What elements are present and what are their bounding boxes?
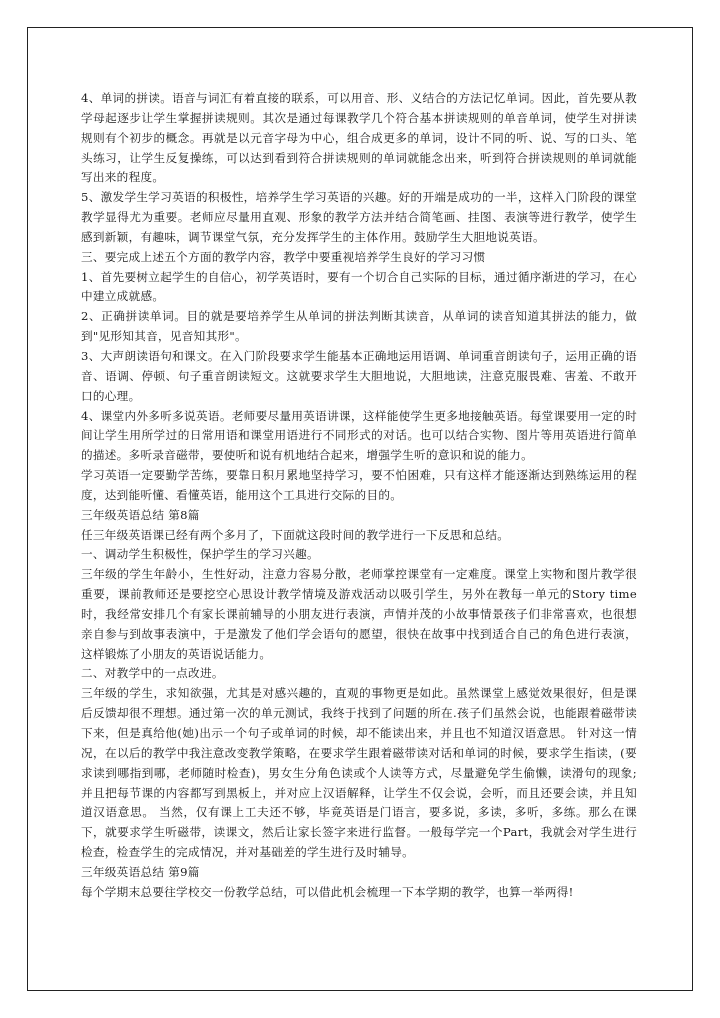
article-title: 三年级英语总结 第9篇 [81,864,200,879]
paragraph: 3、大声朗读语句和课文。在入门阶段要求学生能基本正确地运用语调、单词重音朗读句子，运用正确的语音、语调、停顿、句子重音朗读短文。这就要求学生大胆地说，大胆地读，注意克服畏难、害羞、不敢开口的心理。 [81,348,637,403]
paragraph: 4、课堂内外多听多说英语。老师要尽量用英语讲课，这样能使学生更多地接触英语。每堂课要用一定的时间让学生用所学过的日常用语和课堂用语进行不同形式的对话。也可以结合实物、图片等用英语进行简单的描述。多听录音磁带，要使听和说有机地结合起来，增强学生听的意识和说的能力。 [81,408,637,463]
section-heading: 二、对教学中的一点改进。 [81,666,224,681]
paragraph: 任三年级英语课已经有两个多月了，下面就这段时间的教学进行一下反思和总结。 [81,527,510,542]
paragraph: 4、单词的拼读。语音与词汇有着直接的联系，可以用音、形、义结合的方法记忆单词。因此，首先要从教学母起逐步让学生掌握拼读规则。其次是通过每课教学几个符合基本拼读规则的单音单词，使学生对拼读规则有个初步的概念。再就是以元音字母为中心，组合成更多的单词，设计不同的听、说、写的口头、笔头练习，让学生反复操练，可以达到看到符合拼读规则的单词就能念出来，听到符合拼读规则的单词就能写出来的程度。 [81,91,637,185]
paragraph: 5、激发学生学习英语的积极性，培养学生学习英语的兴趣。好的开端是成功的一半，这样入门阶段的课堂教学显得尤为重要。老师应尽量用直观、形象的教学方法并结合简笔画、挂图、表演等进行教学，使学生感到新颖，有趣味，调节课堂气氛，充分发挥学生的主体作用。鼓励学生大胆地说英语。 [81,190,637,244]
paragraph: 每个学期末总要往学校交一份教学总结，可以借此机会梳理一下本学期的教学，也算一举两得! [81,884,574,899]
article-title: 三年级英语总结 第8篇 [81,507,200,522]
paragraph: 三年级的学生，求知欲强，尤其是对感兴趣的，直观的事物更是如此。虽然课堂上感觉效果很好，但是课后反馈却很不理想。通过第一次的单元测试，我终于找到了问题的所在.孩子们虽然会说，也能跟着磁带读下来，但是真给他(她)出示一个句子或单词的时候，却不能读出来，并且也不知道汉语意思。 针对这一情况，在以后的教学中我注意改变教学策略，在要求学生跟着磁带读对话和单词的时候，要求学生指读，(要求读到哪指到哪，老师随时检查)，男女生分角色读或个人读等方式，尽量避免学生偷懒，读滑句的现象;并且把每节课的内容都写到黑板上，并对应上汉语解释，让学生不仅会说，会听，而且还要会读，并且知道汉语意思。 当然，仅有课上工夫还不够，毕竟英语是门语言，要多说，多读，多听，多练。那么在课下，就要求学生听磁带，读课文，然后让家长签字来进行监督。一般每学完一个Part，我就会对学生进行检查，检查学生的完成情况，并对基础差的学生进行及时辅导。 [81,686,637,860]
paragraph: 1、首先要树立起学生的自信心，初学英语时，要有一个切合自己实际的目标，通过循序渐进的学习，在心中建立成就感。 [81,269,637,304]
section-heading: 一、调动学生积极性，保护学生的学习兴趣。 [81,547,319,562]
paragraph: 学习英语一定要勤学苦练，要靠日积月累地坚持学习，要不怕困难，只有这样才能逐渐达到熟练运用的程度，达到能听懂、看懂英语，能用这个工具进行交际的目的。 [81,468,637,502]
paragraph: 三年级的学生年龄小，生性好动，注意力容易分散，老师掌控课堂有一定难度。课堂上实物和图片教学很重要，课前教师还是要挖空心思设计教学情境及游戏活动以吸引学生，另外在教每一单元的Story time时，我经常安排几个有家长课前辅导的小朋友进行表演，声情并茂的小故事情景孩子们非常喜欢，也很想亲自参与到故事表演中，于是激发了他们学会语句的愿望，很快在故事中找到适合自己的角色进行表演，这样锻炼了小朋友的英语说话能力。 [81,567,637,661]
section-heading: 三、要完成上述五个方面的教学内容，教学中要重视培养学生良好的学习习惯 [81,249,486,264]
document-body [81,89,637,903]
paragraph: 2、正确拼读单词。目的就是要培养学生从单词的拼法判断其读音，从单词的读音知道其拼法的能力，做到"见形知其音，见音知其形"。 [81,309,637,344]
